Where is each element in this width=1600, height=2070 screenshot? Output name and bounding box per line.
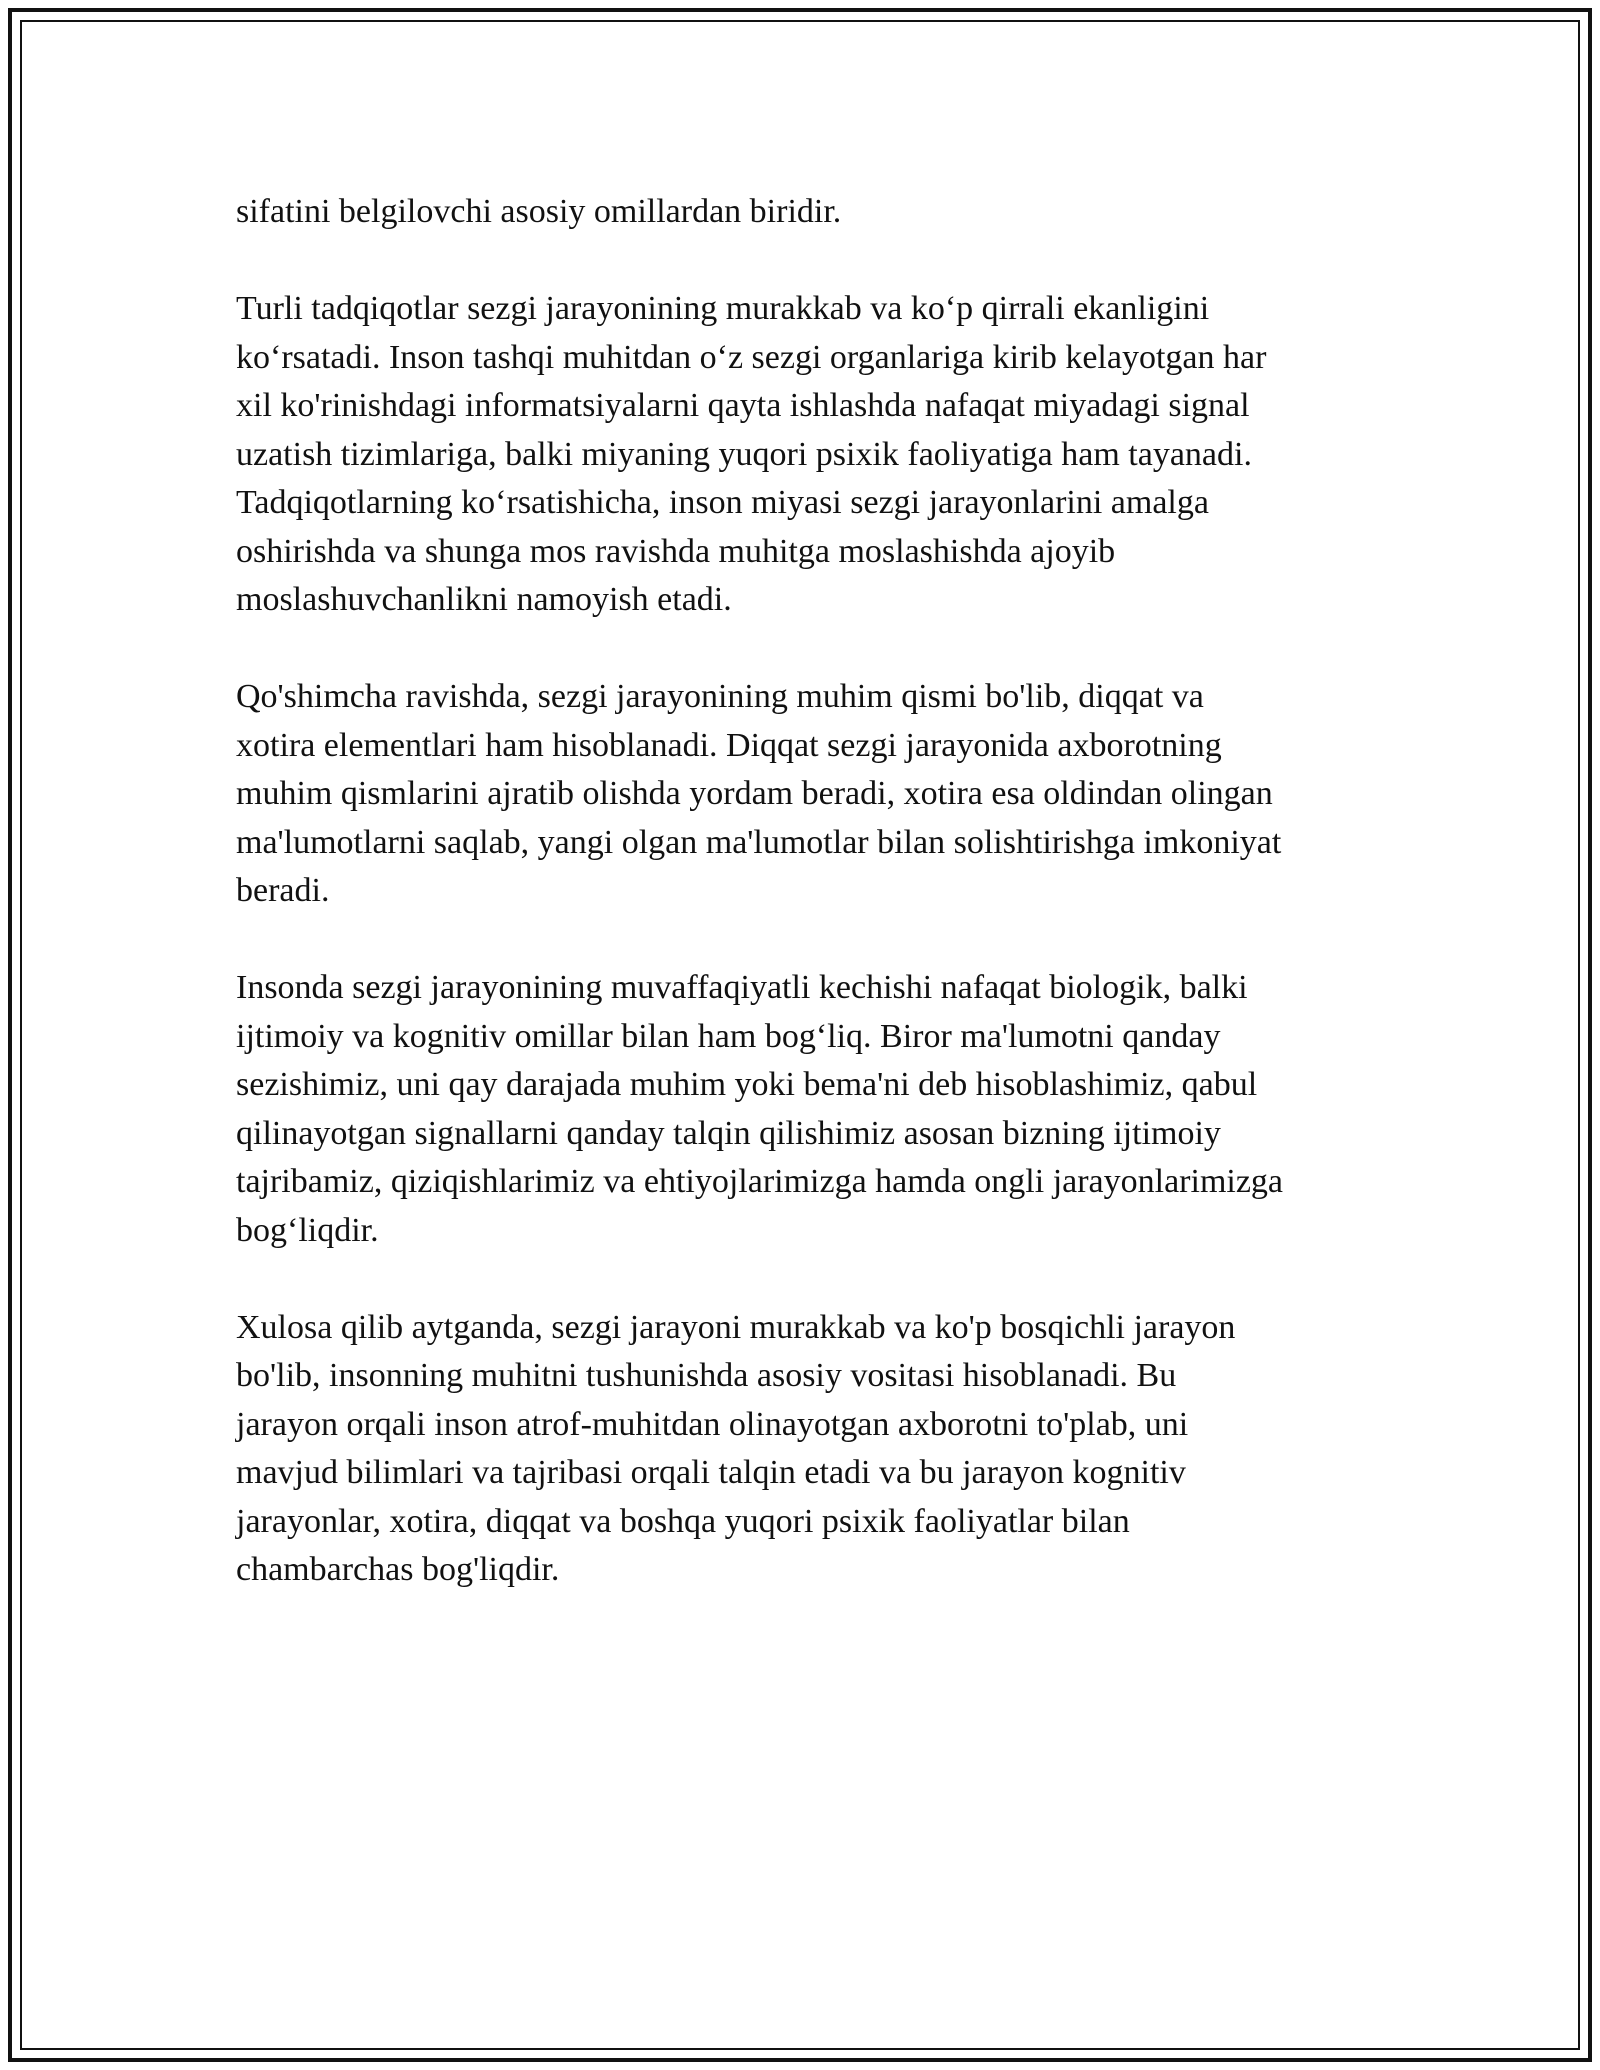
paragraph-2: Turli tadqiqotlar sezgi jarayonining murakkab va koʻp qirrali ekanligini koʻrsatadi. Inson tashqi muhitdan oʻz sezgi organlariga kirib kelayotgan har xil ko'rinishdagi informatsiyalarni qayta ishlashda nafaqat miyadagi signal uzatish tizimlariga, balki miyaning yuqori psixik faoliyatiga ham tayanadi. Tadqiqotlarning koʻrsatishicha, inson miyasi sezgi jarayonlarini amalga oshirishda va shunga mos ravishda muhitga moslashishda ajoyib moslashuvchanlikni namoyish etadi. <box>236 290 1267 618</box>
document-body <box>236 188 1376 1643</box>
paragraph-1: sifatini belgilovchi asosiy omillardan biridir. <box>236 193 842 230</box>
paragraph-5: Xulosa qilib aytganda, sezgi jarayoni murakkab va ko'p bosqichli jarayon bo'lib, insonning muhitni tushunishda asosiy vositasi hisoblanadi. Bu jarayon orqali inson atrof-muhitdan olinayotgan axborotni to'plab, uni mavjud bilimlari va tajribasi orqali talqin etadi va bu jarayon kognitiv jarayonlar, xotira, diqqat va boshqa yuqori psixik faoliyatlar bilan chambarchas bog'liqdir. <box>236 1308 1236 1588</box>
paragraph-4: Insonda sezgi jarayonining muvaffaqiyatli kechishi nafaqat biologik, balki ijtimoiy va kognitiv omillar bilan ham bogʻliq. Biror ma'lumotni qanday sezishimiz, uni qay darajada muhim yoki bema'ni deb hisoblashimiz, qabul qilinayotgan signallarni qanday talqin qilishimiz asosan bizning ijtimoiy tajribamiz, qiziqishlarimiz va ehtiyojlarimizga hamda ongli jarayonlarimizga bogʻliqdir. <box>236 969 1284 1249</box>
paragraph-3: Qo'shimcha ravishda, sezgi jarayonining muhim qismi bo'lib, diqqat va xotira elementlari ham hisoblanadi. Diqqat sezgi jarayonida axborotning muhim qismlarini ajratib olishda yordam beradi, xotira esa oldindan olingan ma'lumotlarni saqlab, yangi olgan ma'lumotlar bilan solishtirishga imkoniyat beradi. <box>236 678 1282 909</box>
